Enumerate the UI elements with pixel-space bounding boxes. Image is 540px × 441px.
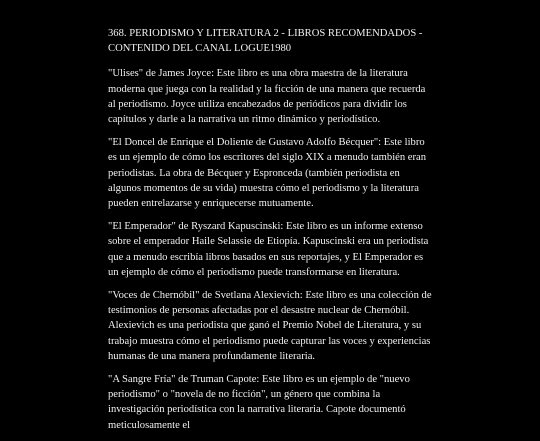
paragraph-doncel: "El Doncel de Enrique el Doliente de Gustavo Adolfo Bécquer": Este libro es un ejemplo de cómo los escritores del siglo XIX a menudo también eran periodistas. La obra de Bécquer y Espronceda (también periodista en algunos momentos de su vida) muestra cómo el periodismo y la literatura pueden entrelazarse y enriquecerse mutuamente.: [108, 137, 427, 210]
document-title: 368. PERIODISMO Y LITERATURA 2 - LIBROS RECOMENDADOS - CONTENIDO DEL CANAL LOGUE1980: [108, 28, 423, 55]
paragraph-sangre-fria: "A Sangre Fría" de Truman Capote: Este libro es un ejemplo de "nuevo periodismo" o "novela de no ficción", un género que combina la investigación periodística con la narrativa literaria. Capote documentó meticulosamente el: [108, 374, 410, 431]
paragraph-ulises: "Ulises" de James Joyce: Este libro es una obra maestra de la literatura moderna que juega con la realidad y la ficción de una manera que recuerda al periodismo. Joyce utiliza encabezados de periódicos para dividir los capítulos y darle a la narrativa un ritmo dinámico y periodístico.: [108, 68, 426, 126]
paragraph-chernobil: "Voces de Chernóbil" de Svetlana Alexievich: Este libro es una colección de testimonios de personas afectadas por el desastre nuclear de Chernóbil. Alexievich es una periodista que ganó el Premio Nobel de Literatura, y su trabajo muestra cómo el periodismo puede capturar las voces y experiencias humanas de una manera profundamente literaria.: [108, 290, 432, 362]
paragraph-emperador: "El Emperador" de Ryszard Kapuscinski: Este libro es un informe extenso sobre el emperador Haile Selassie de Etiopía. Kapuscinski era un periodista que a menudo escribía libros basados en sus reportajes, y El Emperador es un ejemplo de cómo el periodismo puede transformarse en literatura.: [108, 221, 429, 278]
article-body: [108, 26, 434, 441]
